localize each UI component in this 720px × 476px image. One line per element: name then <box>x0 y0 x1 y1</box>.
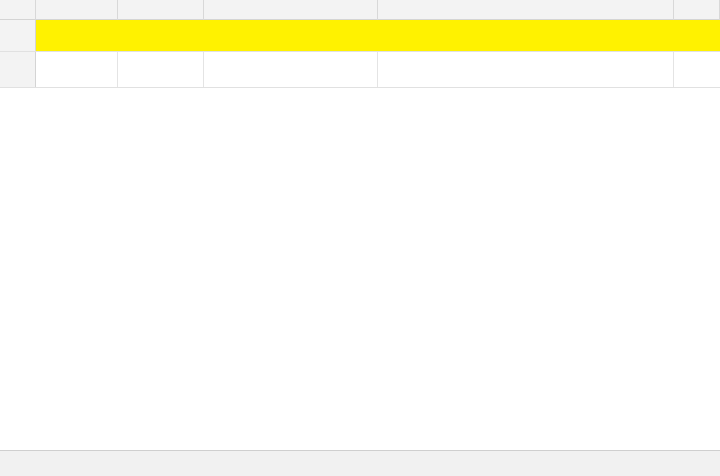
header-row <box>0 52 720 88</box>
corner-cell[interactable] <box>0 0 36 20</box>
column-header-e[interactable] <box>378 0 674 20</box>
header-dimension[interactable] <box>118 52 204 87</box>
column-header-d[interactable] <box>204 0 378 20</box>
column-header-bar <box>0 0 720 20</box>
empty-cell[interactable] <box>674 52 720 87</box>
row-number-cell[interactable] <box>0 52 36 87</box>
header-purpose[interactable] <box>378 52 674 87</box>
header-params[interactable] <box>204 52 378 87</box>
sheet-title[interactable] <box>36 20 674 51</box>
column-header-f[interactable] <box>674 0 720 20</box>
sheet-tab-bar <box>0 450 720 476</box>
title-row <box>0 20 720 52</box>
column-header-b[interactable] <box>36 0 118 20</box>
row-number-cell[interactable] <box>0 20 36 51</box>
header-seq[interactable] <box>36 52 118 87</box>
column-header-c[interactable] <box>118 0 204 20</box>
spreadsheet-grid <box>0 20 720 450</box>
